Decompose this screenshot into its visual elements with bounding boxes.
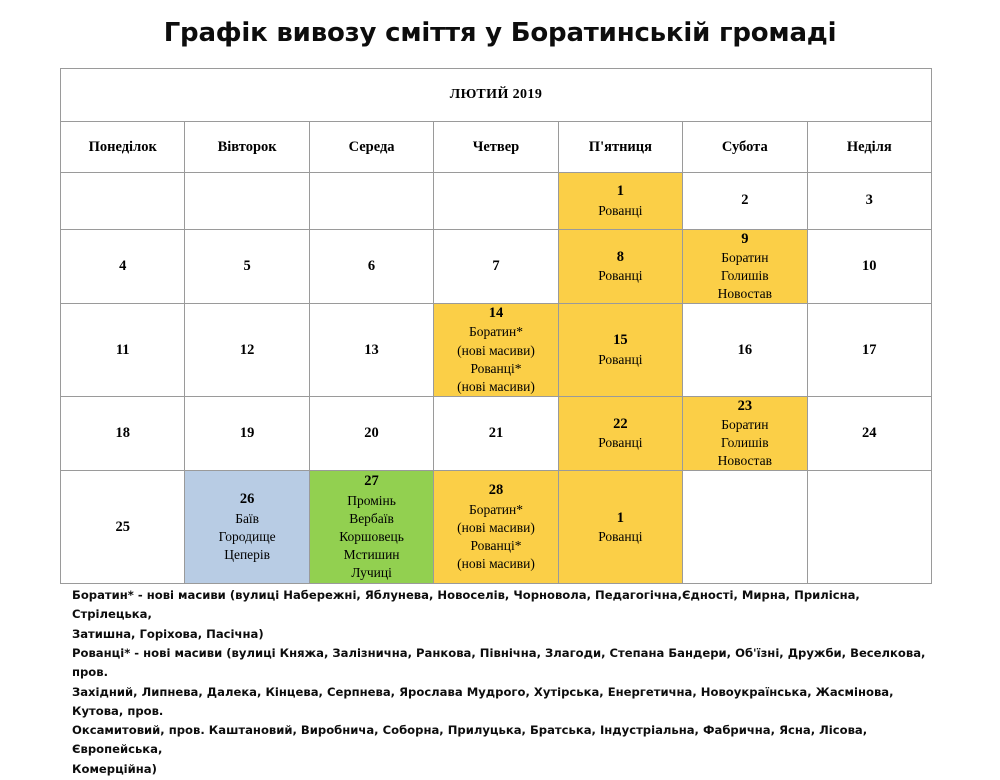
calendar-day-cell xyxy=(61,304,185,396)
day-number: 2 xyxy=(741,192,749,209)
day-village-list xyxy=(683,416,806,470)
day-village-name: Боратин xyxy=(721,416,769,432)
calendar-day-cell-empty xyxy=(683,471,807,584)
weekday-header-saturday: Субота xyxy=(683,122,807,173)
day-village-name: Боратин xyxy=(721,250,769,266)
calendar-day-cell xyxy=(309,396,433,470)
day-village-name: Мстишин xyxy=(343,546,400,562)
day-village-list xyxy=(434,323,557,395)
note-line-3: Рованці* - нові масиви (вулиці Княжа, Залізнична, Ранкова, Північна, Злагоди, Степана Бандери, Об'їзні, Дружби, Веселкова, пров. xyxy=(72,646,926,680)
calendar-day-cell xyxy=(61,230,185,304)
day-village-name: Боратин* xyxy=(468,324,523,340)
calendar-day-cell xyxy=(434,304,558,396)
weekday-header-tuesday: Вівторок xyxy=(185,122,309,173)
day-number: 27 xyxy=(364,473,379,490)
calendar-day-cell xyxy=(683,173,807,230)
page-title: Графік вивозу сміття у Боратинській громаді xyxy=(163,18,837,48)
calendar-day-cell xyxy=(185,230,309,304)
day-village-list xyxy=(559,434,682,452)
calendar-day-cell xyxy=(558,304,682,396)
calendar-day-cell xyxy=(309,471,433,584)
calendar-day-cell-empty xyxy=(309,173,433,230)
weekday-header-sunday: Неділя xyxy=(807,122,931,173)
note-line-1: Боратин* - нові масиви (вулиці Набережні, Яблунева, Новоселів, Чорновола, Педагогічна,Єдності, Мирна, Прилісна, Стрілецька, xyxy=(72,588,860,621)
day-village-list xyxy=(683,249,806,303)
calendar-day-cell xyxy=(185,304,309,396)
month-header: ЛЮТИЙ 2019 xyxy=(61,69,932,122)
day-village-name: (нові масиви) xyxy=(457,342,535,358)
day-number: 13 xyxy=(364,341,379,358)
weekday-header-friday: П'ятниця xyxy=(558,122,682,173)
day-village-name: Рованці xyxy=(598,528,643,544)
calendar-day-cell xyxy=(683,230,807,304)
day-number: 21 xyxy=(488,424,504,441)
day-village-name: Рованці xyxy=(598,435,643,450)
calendar-day-cell xyxy=(558,173,682,230)
day-village-list xyxy=(185,510,308,564)
day-village-name: Голишів xyxy=(720,435,769,450)
calendar-day-cell xyxy=(309,230,433,304)
calendar-table xyxy=(60,68,932,584)
day-number: 18 xyxy=(115,424,130,441)
calendar-body xyxy=(61,69,932,584)
day-village-list xyxy=(559,528,682,546)
day-number: 17 xyxy=(862,341,877,358)
day-village-name: Голишів xyxy=(720,268,769,284)
day-number: 1 xyxy=(616,183,625,200)
calendar-day-cell xyxy=(683,396,807,470)
calendar-day-cell xyxy=(434,471,558,584)
weekday-header-monday: Понеділок xyxy=(61,122,185,173)
day-village-name: Лучиці xyxy=(351,564,392,580)
day-village-list xyxy=(559,202,682,220)
day-number: 3 xyxy=(865,192,873,209)
calendar-day-cell xyxy=(807,304,931,396)
day-village-list xyxy=(310,492,433,582)
day-number: 25 xyxy=(115,518,130,535)
note-line-6: Комерційна) xyxy=(72,762,157,777)
day-number: 23 xyxy=(737,397,753,414)
calendar-day-cell-empty xyxy=(61,173,185,230)
calendar-week-row xyxy=(61,173,932,230)
day-number: 6 xyxy=(367,258,376,275)
day-village-name: Боратин* xyxy=(468,501,523,517)
day-village-name: Рованці xyxy=(598,351,643,367)
day-number: 22 xyxy=(613,415,628,432)
calendar-week-row xyxy=(61,396,932,470)
day-number: 26 xyxy=(239,491,255,508)
day-number: 16 xyxy=(737,341,753,358)
calendar-week-row xyxy=(61,230,932,304)
day-number: 7 xyxy=(492,258,500,275)
day-number: 19 xyxy=(239,424,255,441)
calendar-day-cell xyxy=(61,396,185,470)
day-number: 24 xyxy=(862,424,877,441)
day-number: 11 xyxy=(115,341,130,358)
calendar-day-cell xyxy=(558,230,682,304)
calendar-day-cell xyxy=(185,396,309,470)
calendar-day-cell xyxy=(61,471,185,584)
day-number: 14 xyxy=(488,305,504,322)
legend-notes xyxy=(72,586,934,780)
day-village-name: Городище xyxy=(218,528,276,544)
calendar-day-cell xyxy=(807,230,931,304)
day-village-name: Новостав xyxy=(717,453,772,469)
day-number: 8 xyxy=(616,249,625,266)
day-village-name: Вербаїв xyxy=(349,510,394,526)
note-line-2: Затишна, Горіхова, Пасічна) xyxy=(72,626,264,641)
note-line-5: Оксамитовий, пров. Каштановий, Виробнича, Соборна, Прилуцька, Братська, Індустріальна, Фабрична, Ясна, Лісова, Європейська, xyxy=(72,723,868,757)
calendar-day-cell-empty xyxy=(807,471,931,584)
calendar-week-row xyxy=(61,304,932,396)
calendar-day-cell xyxy=(558,396,682,470)
day-village-name: (нові масиви) xyxy=(457,519,535,535)
calendar-day-cell xyxy=(434,230,558,304)
day-number: 28 xyxy=(488,482,504,499)
calendar-day-cell xyxy=(807,173,931,230)
calendar-day-cell xyxy=(558,471,682,584)
day-village-name: Рованці xyxy=(598,268,643,284)
calendar-day-cell xyxy=(434,396,558,470)
day-village-name: Баїв xyxy=(235,510,260,526)
day-number: 10 xyxy=(862,258,877,275)
calendar-day-cell-empty xyxy=(185,173,309,230)
calendar-day-cell-empty xyxy=(434,173,558,230)
calendar-day-cell xyxy=(185,471,309,584)
day-number: 1 xyxy=(616,509,625,526)
day-village-name: Рованці xyxy=(598,202,643,218)
day-number: 20 xyxy=(364,424,379,441)
day-village-name: Новостав xyxy=(717,286,772,302)
weekday-header-row xyxy=(61,122,932,173)
weekday-header-thursday: Четвер xyxy=(434,122,558,173)
day-number: 4 xyxy=(119,258,127,275)
day-village-list xyxy=(559,351,682,369)
day-village-name: Рованці* xyxy=(470,537,522,553)
note-line-4: Західний, Липнева, Далека, Кінцева, Серпнева, Ярослава Мудрого, Хутірська, Енергетична, Новоукраїнська, Жасмінова, Кутова, пров. xyxy=(72,684,894,718)
day-village-name: Цеперів xyxy=(224,546,271,562)
day-number: 5 xyxy=(243,258,251,275)
day-number: 15 xyxy=(613,332,628,349)
day-village-name: Рованці* xyxy=(470,360,522,376)
day-number: 9 xyxy=(741,231,749,247)
day-village-list xyxy=(434,501,557,573)
day-number: 12 xyxy=(239,341,255,358)
weekday-header-wednesday: Середа xyxy=(309,122,433,173)
calendar-day-cell xyxy=(309,304,433,396)
calendar-day-cell xyxy=(807,396,931,470)
calendar-week-row xyxy=(61,471,932,584)
month-header-row xyxy=(61,69,932,122)
day-village-name: (нові масиви) xyxy=(457,555,535,571)
day-village-name: Коршовець xyxy=(339,528,404,544)
calendar-day-cell xyxy=(683,304,807,396)
day-village-name: Промінь xyxy=(347,492,396,508)
day-village-name: (нові масиви) xyxy=(457,378,535,394)
day-village-list xyxy=(559,267,682,285)
